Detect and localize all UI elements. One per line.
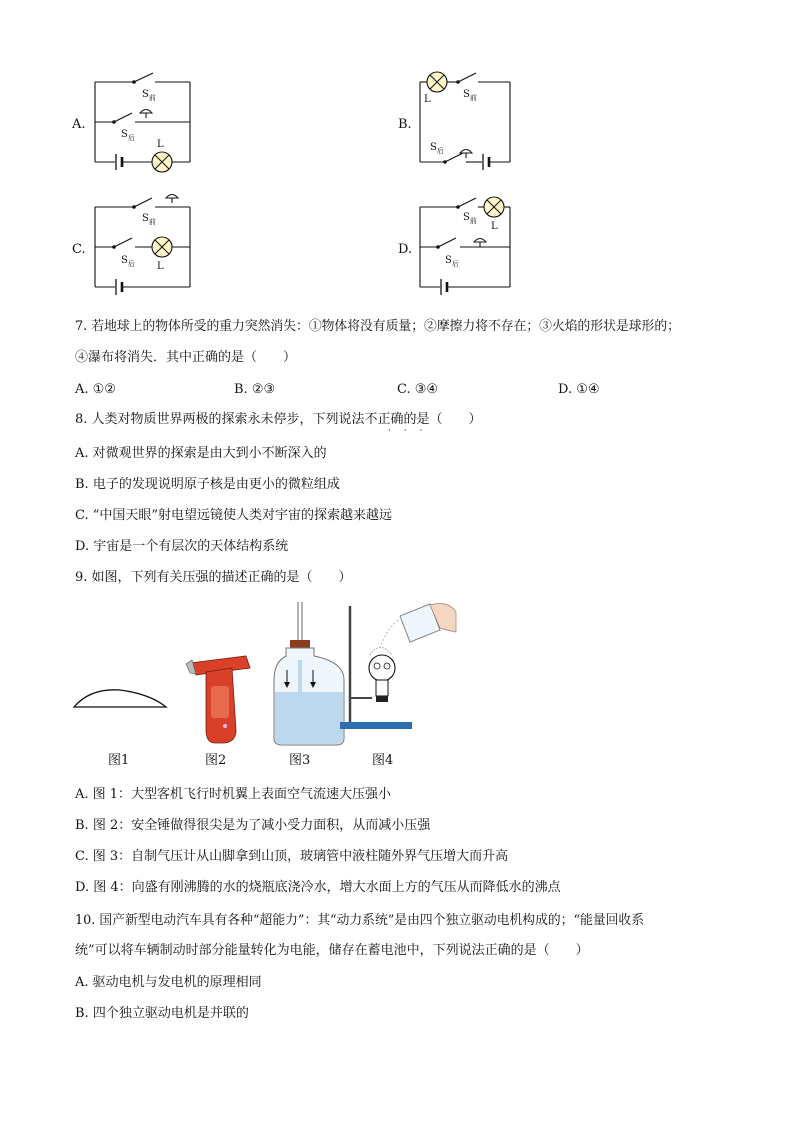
q9-stem: 9. 如图，下列有关压强的描述正确的是（ ）: [75, 570, 352, 585]
label-s-front-b: $S_前$: [463, 89, 477, 102]
q7-line-2: ④瀑布将消失．其中正确的是（ ）: [75, 350, 297, 365]
q8-option-a: A. 对微观世界的探索是由大到小不断深入的: [75, 446, 327, 461]
q9-option-c: C. 图 3：自制气压计从山脚拿到山顶，玻璃管中液柱随外界气压增大而升高: [75, 849, 509, 864]
option-d-label: D.: [398, 242, 413, 257]
q7-option-c: C. ③④: [397, 382, 439, 397]
q9-option-d: D. 图 4：向盛有刚沸腾的水的烧瓶底浇冷水，增大水面上方的气压从而降低水的沸点: [75, 880, 561, 895]
label-lamp-c: L: [157, 261, 164, 272]
label-s-front-d: $S_前$: [463, 212, 477, 225]
option-a-label: A.: [72, 117, 86, 132]
q8-option-d: D. 宇宙是一个有层次的天体结构系统: [75, 539, 289, 554]
q9-option-b: B. 图 2：安全锤做得很尖是为了减小受力面积，从而减小压强: [75, 818, 431, 833]
safety-hammer: [186, 656, 250, 743]
figure-label-2: 图2: [205, 753, 227, 768]
figure-label-4: 图4: [372, 753, 394, 768]
label-s-rear-b: $S_后$: [430, 142, 444, 155]
label-s-front-a: $S_前$: [142, 89, 156, 102]
q10-option-a: A. 驱动电机与发电机的原理相同: [75, 975, 262, 990]
q10-line-2: 统”可以将车辆制动时部分能量转化为电能，储存在蓄电池中，下列说法正确的是（ ）: [75, 943, 589, 958]
q10-line-1: 10. 国产新型电动汽车具有各种“超能力”：其“动力系统”是由四个独立驱动电机构成的；“能量回收系: [75, 913, 645, 928]
label-s-front-c: $S_前$: [142, 213, 156, 226]
figure-label-3: 图3: [289, 753, 311, 768]
flask-stand: [340, 604, 456, 729]
q8-emphasis-dots: · · ·: [388, 426, 429, 436]
option-b-label: B.: [398, 117, 412, 132]
label-s-rear-a: $S_后$: [121, 129, 135, 142]
label-lamp-d: L: [491, 221, 498, 232]
q7-option-b: B. ②③: [234, 382, 276, 397]
q7-option-d: D. ①④: [558, 382, 600, 397]
option-c-label: C.: [72, 242, 86, 257]
q8-stem: 8. 人类对物质世界两极的探索永未停步，下列说法不正确的是（ ）: [75, 412, 482, 427]
label-s-rear-c: $S_后$: [121, 255, 135, 268]
label-lamp-a: L: [157, 139, 164, 150]
q9-option-a: A. 图 1：大型客机飞行时机翼上表面空气流速大压强小: [75, 787, 392, 802]
q8-option-b: B. 电子的发现说明原子核是由更小的微粒组成: [75, 477, 340, 492]
q7-option-a: A. ①②: [75, 382, 116, 397]
label-s-rear-d: $S_后$: [445, 255, 459, 268]
q7-line-1: 7. 若地球上的物体所受的重力突然消失：①物体将没有质量；②摩擦力将不存在；③火焰的形状是球形的；: [75, 319, 680, 334]
wing-profile: [74, 690, 166, 707]
figure-label-1: 图1: [108, 753, 130, 768]
label-lamp-b: L: [424, 94, 431, 105]
q10-option-b: B. 四个独立驱动电机是并联的: [75, 1006, 249, 1021]
bottle-barometer: [274, 602, 344, 745]
q8-option-c: C. “中国天眼”射电望远镜使人类对宇宙的探索越来越远: [75, 508, 393, 523]
